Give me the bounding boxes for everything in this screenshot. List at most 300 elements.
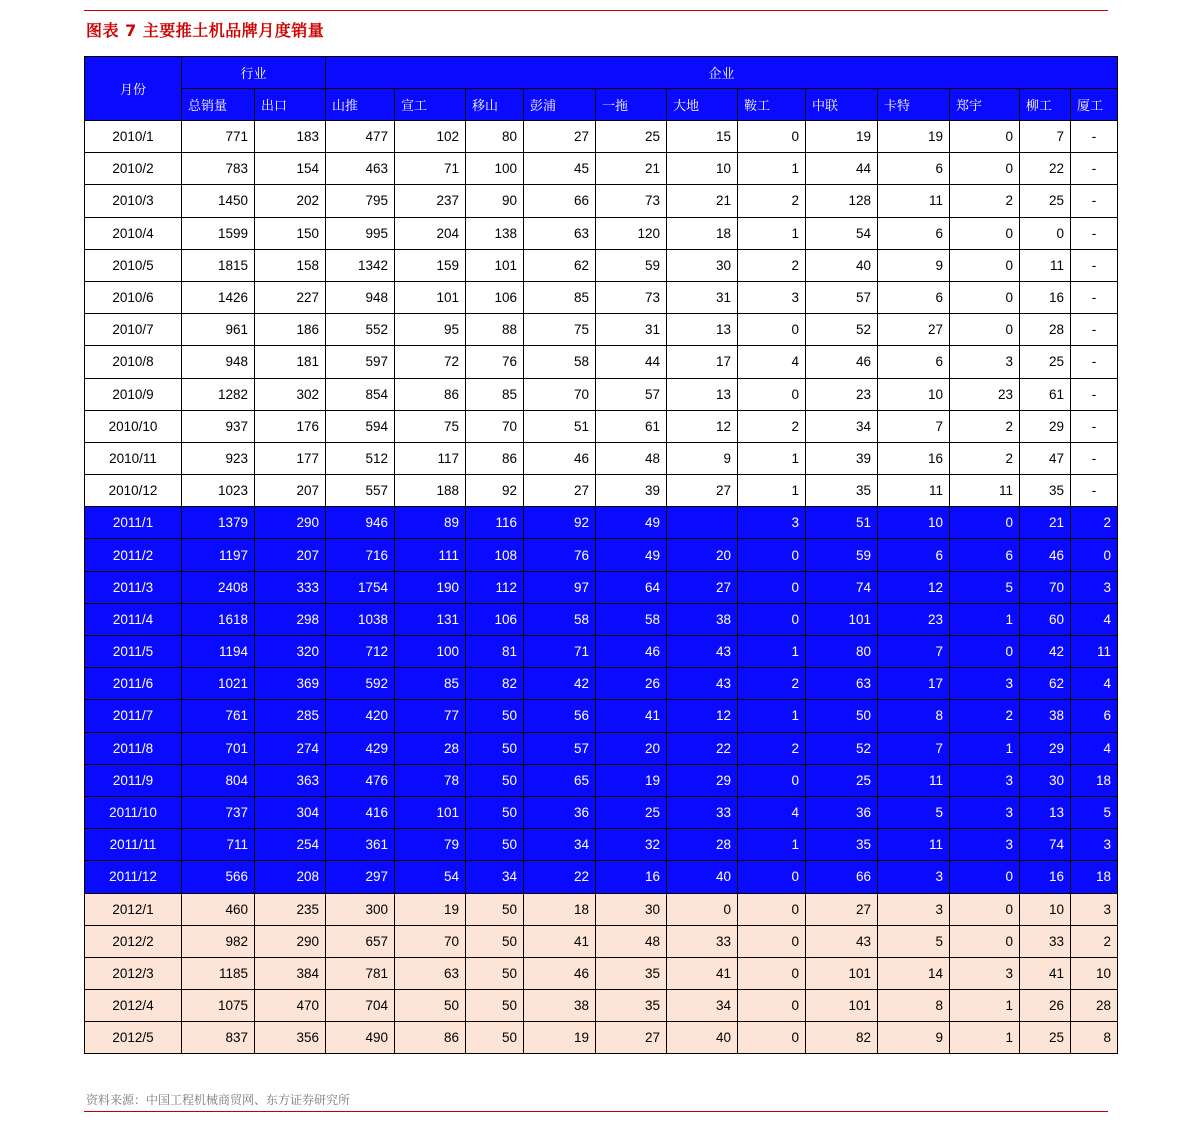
bottom-rule (84, 1111, 1108, 1112)
table-row (85, 475, 1118, 507)
value-cell: 46 (524, 442, 596, 474)
table-row (85, 957, 1118, 989)
value-cell: 18 (1071, 764, 1118, 796)
value-cell: 16 (878, 442, 950, 474)
table-row (85, 764, 1118, 796)
value-cell: 71 (524, 636, 596, 668)
column-header-row (85, 89, 1118, 121)
value-cell: 5 (1071, 796, 1118, 828)
value-cell: 2 (738, 249, 806, 281)
value-cell: 1 (950, 990, 1020, 1022)
value-cell: 25 (1020, 185, 1071, 217)
value-cell: 6 (878, 217, 950, 249)
value-cell: 50 (466, 829, 524, 861)
value-cell: 0 (738, 957, 806, 989)
month-cell: 2011/10 (85, 796, 182, 828)
figure-title: 图表 7 主要推土机品牌月度销量 (86, 21, 325, 40)
value-cell: 50 (466, 764, 524, 796)
value-cell: 33 (1020, 925, 1071, 957)
table-row (85, 185, 1118, 217)
value-cell: 0 (738, 1022, 806, 1054)
value-cell: 1197 (182, 539, 255, 571)
value-cell: 0 (950, 925, 1020, 957)
value-cell: 23 (878, 603, 950, 635)
value-cell: 34 (667, 990, 738, 1022)
value-cell: 2 (950, 442, 1020, 474)
value-cell: 235 (255, 893, 326, 925)
table-row (85, 925, 1118, 957)
value-cell: 65 (524, 764, 596, 796)
value-cell: 837 (182, 1022, 255, 1054)
value-cell: 57 (596, 378, 667, 410)
month-cell: 2011/5 (85, 636, 182, 668)
value-cell: 10 (667, 153, 738, 185)
value-cell: 7 (878, 410, 950, 442)
value-cell: 290 (255, 507, 326, 539)
value-cell: 45 (524, 153, 596, 185)
value-cell: 12 (667, 410, 738, 442)
value-cell: 1342 (326, 249, 395, 281)
value-cell: - (1071, 475, 1118, 507)
value-cell: 57 (806, 281, 878, 313)
value-cell: 1815 (182, 249, 255, 281)
value-cell: 0 (738, 990, 806, 1022)
value-cell: 108 (466, 539, 524, 571)
value-cell: 150 (255, 217, 326, 249)
value-cell: 35 (1020, 475, 1071, 507)
value-cell: 38 (667, 603, 738, 635)
value-cell: 131 (395, 603, 466, 635)
top-rule (84, 10, 1108, 11)
value-cell: 50 (466, 893, 524, 925)
value-cell: 11 (878, 764, 950, 796)
value-cell: 111 (395, 539, 466, 571)
value-cell: 416 (326, 796, 395, 828)
value-cell: 0 (950, 281, 1020, 313)
value-cell: 298 (255, 603, 326, 635)
value-cell: 761 (182, 700, 255, 732)
value-cell: 16 (596, 861, 667, 893)
value-cell: 50 (395, 990, 466, 1022)
value-cell: 12 (667, 700, 738, 732)
value-cell: 716 (326, 539, 395, 571)
value-cell: 5 (950, 571, 1020, 603)
value-cell: 190 (395, 571, 466, 603)
value-cell: 1426 (182, 281, 255, 313)
table-row (85, 153, 1118, 185)
value-cell: 23 (806, 378, 878, 410)
value-cell: 92 (524, 507, 596, 539)
column-header: 宣工 (395, 89, 466, 121)
value-cell: 0 (738, 603, 806, 635)
value-cell: 21 (667, 185, 738, 217)
table-row (85, 893, 1118, 925)
value-cell: 29 (1020, 732, 1071, 764)
value-cell: 120 (596, 217, 667, 249)
value-cell: 22 (1020, 153, 1071, 185)
value-cell: 3 (878, 861, 950, 893)
value-cell: 101 (806, 957, 878, 989)
month-cell: 2011/3 (85, 571, 182, 603)
value-cell: 854 (326, 378, 395, 410)
value-cell: 19 (395, 893, 466, 925)
value-cell: 1 (738, 829, 806, 861)
value-cell: 50 (466, 732, 524, 764)
value-cell: 70 (466, 410, 524, 442)
value-cell: 23 (950, 378, 1020, 410)
value-cell: 70 (524, 378, 596, 410)
value-cell: 948 (326, 281, 395, 313)
value-cell: 106 (466, 603, 524, 635)
value-cell: 101 (806, 990, 878, 1022)
month-cell: 2011/6 (85, 668, 182, 700)
table-row (85, 217, 1118, 249)
value-cell: 1194 (182, 636, 255, 668)
value-cell: 41 (1020, 957, 1071, 989)
column-header: 郑宇 (950, 89, 1020, 121)
value-cell: 3 (1071, 893, 1118, 925)
value-cell: - (1071, 121, 1118, 153)
value-cell: 22 (524, 861, 596, 893)
value-cell: 3 (878, 893, 950, 925)
value-cell: 25 (806, 764, 878, 796)
value-cell: 4 (1071, 732, 1118, 764)
value-cell: 50 (466, 957, 524, 989)
value-cell: 0 (1071, 539, 1118, 571)
value-cell: 16 (1020, 861, 1071, 893)
value-cell: 77 (395, 700, 466, 732)
table-row (85, 249, 1118, 281)
column-header: 移山 (466, 89, 524, 121)
value-cell: 3 (950, 764, 1020, 796)
value-cell: 8 (1071, 1022, 1118, 1054)
value-cell: 552 (326, 314, 395, 346)
value-cell: 44 (596, 346, 667, 378)
value-cell: 80 (466, 121, 524, 153)
value-cell: 3 (950, 796, 1020, 828)
month-cell: 2010/4 (85, 217, 182, 249)
value-cell: 1599 (182, 217, 255, 249)
table-row (85, 121, 1118, 153)
value-cell: 297 (326, 861, 395, 893)
value-cell: 1 (738, 153, 806, 185)
value-cell: 27 (806, 893, 878, 925)
value-cell: 95 (395, 314, 466, 346)
month-cell: 2010/10 (85, 410, 182, 442)
value-cell: 2 (738, 410, 806, 442)
value-cell: 0 (950, 314, 1020, 346)
value-cell: 0 (738, 571, 806, 603)
table-row (85, 636, 1118, 668)
column-header: 彭浦 (524, 89, 596, 121)
column-header: 一拖 (596, 89, 667, 121)
value-cell: 29 (1020, 410, 1071, 442)
value-cell: 82 (806, 1022, 878, 1054)
month-cell: 2010/1 (85, 121, 182, 153)
value-cell: - (1071, 442, 1118, 474)
value-cell: 0 (667, 893, 738, 925)
value-cell: 0 (950, 636, 1020, 668)
value-cell: 0 (738, 121, 806, 153)
table-row (85, 539, 1118, 571)
value-cell: 50 (466, 925, 524, 957)
value-cell: 71 (395, 153, 466, 185)
value-cell: 6 (1071, 700, 1118, 732)
value-cell: 50 (806, 700, 878, 732)
column-header: 卡特 (878, 89, 950, 121)
value-cell: 771 (182, 121, 255, 153)
value-cell: 2408 (182, 571, 255, 603)
value-cell: 138 (466, 217, 524, 249)
column-header: 柳工 (1020, 89, 1071, 121)
value-cell: 429 (326, 732, 395, 764)
value-cell: 477 (326, 121, 395, 153)
value-cell: - (1071, 281, 1118, 313)
table-row (85, 281, 1118, 313)
value-cell: 25 (596, 121, 667, 153)
value-cell: - (1071, 153, 1118, 185)
table-body (85, 121, 1118, 1054)
value-cell: 460 (182, 893, 255, 925)
value-cell: 9 (878, 249, 950, 281)
value-cell: 88 (466, 314, 524, 346)
value-cell: 704 (326, 990, 395, 1022)
value-cell: 27 (667, 571, 738, 603)
value-cell: 41 (524, 925, 596, 957)
value-cell: 781 (326, 957, 395, 989)
value-cell: 51 (524, 410, 596, 442)
value-cell: 6 (878, 281, 950, 313)
value-cell: 3 (1071, 571, 1118, 603)
value-cell: 0 (950, 121, 1020, 153)
value-cell: 204 (395, 217, 466, 249)
column-header: 总销量 (182, 89, 255, 121)
value-cell: 1023 (182, 475, 255, 507)
value-cell: 657 (326, 925, 395, 957)
value-cell: 30 (667, 249, 738, 281)
table-row (85, 442, 1118, 474)
value-cell: 11 (1071, 636, 1118, 668)
value-cell: 186 (255, 314, 326, 346)
value-cell: 6 (950, 539, 1020, 571)
value-cell: 3 (738, 281, 806, 313)
value-cell: 0 (950, 861, 1020, 893)
value-cell: 70 (1020, 571, 1071, 603)
value-cell: 19 (524, 1022, 596, 1054)
value-cell: 33 (667, 796, 738, 828)
value-cell: 237 (395, 185, 466, 217)
table-row (85, 314, 1118, 346)
value-cell: 85 (466, 378, 524, 410)
value-cell: 34 (806, 410, 878, 442)
value-cell: 66 (806, 861, 878, 893)
value-cell: 1 (738, 636, 806, 668)
value-cell: 58 (524, 603, 596, 635)
value-cell: 26 (1020, 990, 1071, 1022)
value-cell: 76 (524, 539, 596, 571)
value-cell: 63 (806, 668, 878, 700)
value-cell: 737 (182, 796, 255, 828)
value-cell: 0 (738, 539, 806, 571)
value-cell: 30 (596, 893, 667, 925)
value-cell: - (1071, 217, 1118, 249)
value-cell: 39 (596, 475, 667, 507)
value-cell: 9 (878, 1022, 950, 1054)
value-cell: 41 (596, 700, 667, 732)
value-cell: 19 (878, 121, 950, 153)
value-cell: 38 (1020, 700, 1071, 732)
value-cell: 592 (326, 668, 395, 700)
table-row (85, 1022, 1118, 1054)
value-cell: 300 (326, 893, 395, 925)
month-cell: 2011/11 (85, 829, 182, 861)
value-cell: 80 (806, 636, 878, 668)
value-cell: 86 (395, 1022, 466, 1054)
table-row (85, 571, 1118, 603)
value-cell: 470 (255, 990, 326, 1022)
month-cell: 2012/3 (85, 957, 182, 989)
value-cell: 33 (667, 925, 738, 957)
value-cell: 3 (950, 346, 1020, 378)
value-cell: 52 (806, 314, 878, 346)
value-cell: 47 (1020, 442, 1071, 474)
value-cell: 79 (395, 829, 466, 861)
value-cell: 42 (524, 668, 596, 700)
table-row (85, 732, 1118, 764)
value-cell: 48 (596, 925, 667, 957)
value-cell: 923 (182, 442, 255, 474)
value-cell: 463 (326, 153, 395, 185)
value-cell: 4 (1071, 668, 1118, 700)
value-cell: 1 (950, 732, 1020, 764)
value-cell: 1 (738, 700, 806, 732)
table-row (85, 668, 1118, 700)
table-header (85, 57, 1118, 121)
value-cell: 712 (326, 636, 395, 668)
value-cell: 26 (596, 668, 667, 700)
value-cell: 948 (182, 346, 255, 378)
value-cell: 128 (806, 185, 878, 217)
month-cell: 2011/7 (85, 700, 182, 732)
value-cell: 4 (1071, 603, 1118, 635)
value-cell: 56 (524, 700, 596, 732)
value-cell: 49 (596, 507, 667, 539)
value-cell: 73 (596, 281, 667, 313)
value-cell: 31 (596, 314, 667, 346)
value-cell: 21 (596, 153, 667, 185)
value-cell: 594 (326, 410, 395, 442)
value-cell: 1379 (182, 507, 255, 539)
value-cell: 50 (466, 990, 524, 1022)
value-cell: 106 (466, 281, 524, 313)
value-cell: 304 (255, 796, 326, 828)
value-cell: 512 (326, 442, 395, 474)
value-cell: 19 (806, 121, 878, 153)
value-cell: 36 (806, 796, 878, 828)
value-cell: 63 (524, 217, 596, 249)
value-cell: 31 (667, 281, 738, 313)
value-cell: 30 (1020, 764, 1071, 796)
value-cell: 5 (878, 925, 950, 957)
value-cell: 32 (596, 829, 667, 861)
value-cell: 158 (255, 249, 326, 281)
value-cell: 207 (255, 475, 326, 507)
value-cell: 82 (466, 668, 524, 700)
value-cell: - (1071, 185, 1118, 217)
value-cell: 937 (182, 410, 255, 442)
value-cell: 320 (255, 636, 326, 668)
value-cell: 46 (524, 957, 596, 989)
value-cell: 19 (596, 764, 667, 796)
table-row (85, 507, 1118, 539)
value-cell: 10 (1071, 957, 1118, 989)
value-cell: 6 (878, 346, 950, 378)
value-cell: 18 (667, 217, 738, 249)
value-cell: 2 (738, 185, 806, 217)
value-cell: 58 (524, 346, 596, 378)
value-cell: 35 (806, 829, 878, 861)
value-cell: 982 (182, 925, 255, 957)
value-cell: 90 (466, 185, 524, 217)
value-cell: 43 (667, 636, 738, 668)
value-cell: 566 (182, 861, 255, 893)
value-cell: 27 (524, 475, 596, 507)
value-cell: 97 (524, 571, 596, 603)
value-cell: 43 (667, 668, 738, 700)
value-cell: 81 (466, 636, 524, 668)
value-cell: 27 (667, 475, 738, 507)
value-cell: - (1071, 314, 1118, 346)
value-cell: 73 (596, 185, 667, 217)
value-cell: 2 (738, 732, 806, 764)
value-cell: 183 (255, 121, 326, 153)
value-cell: 16 (1020, 281, 1071, 313)
value-cell: 48 (596, 442, 667, 474)
table-row (85, 378, 1118, 410)
value-cell: 20 (596, 732, 667, 764)
value-cell: 15 (667, 121, 738, 153)
value-cell: 100 (466, 153, 524, 185)
value-cell: 101 (806, 603, 878, 635)
value-cell: 9 (667, 442, 738, 474)
value-cell: 5 (878, 796, 950, 828)
value-cell: 154 (255, 153, 326, 185)
value-cell: 0 (1020, 217, 1071, 249)
value-cell: 181 (255, 346, 326, 378)
value-cell: 49 (596, 539, 667, 571)
value-cell: 0 (950, 217, 1020, 249)
value-cell (667, 507, 738, 539)
value-cell: 39 (806, 442, 878, 474)
value-cell: - (1071, 346, 1118, 378)
value-cell: 0 (950, 153, 1020, 185)
value-cell: 0 (738, 314, 806, 346)
value-cell: 46 (596, 636, 667, 668)
value-cell: 0 (950, 893, 1020, 925)
month-cell: 2011/1 (85, 507, 182, 539)
value-cell: 25 (1020, 1022, 1071, 1054)
header-industry: 行业 (182, 57, 326, 89)
value-cell: 8 (878, 700, 950, 732)
month-cell: 2012/2 (85, 925, 182, 957)
value-cell: 2 (950, 410, 1020, 442)
value-cell: 20 (667, 539, 738, 571)
value-cell: 1450 (182, 185, 255, 217)
month-cell: 2010/11 (85, 442, 182, 474)
table-row (85, 346, 1118, 378)
value-cell: 36 (524, 796, 596, 828)
month-cell: 2010/6 (85, 281, 182, 313)
